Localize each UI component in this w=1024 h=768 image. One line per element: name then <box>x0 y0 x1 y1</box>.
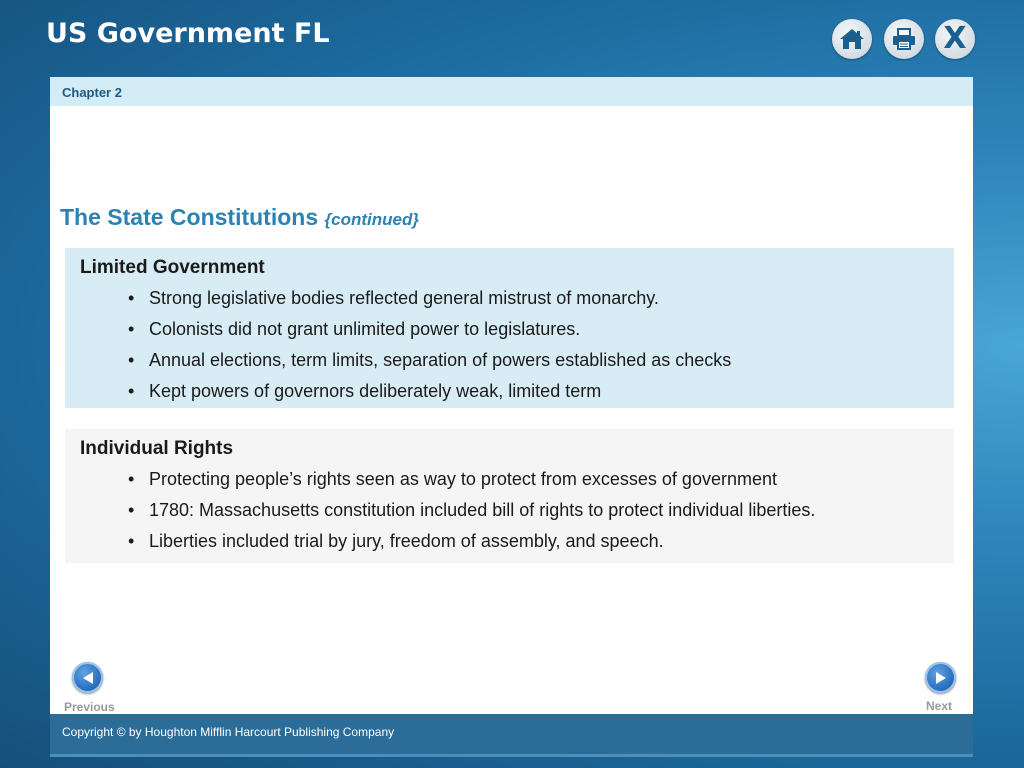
chapter-bar <box>50 77 973 106</box>
copyright-text: Copyright © by Houghton Mifflin Harcourt Publishing Company <box>62 725 395 739</box>
list-item <box>128 469 815 500</box>
bullet-list <box>128 469 815 562</box>
close-button[interactable] <box>935 19 975 59</box>
app-title: US Government FL <box>46 18 330 49</box>
printer-icon <box>891 27 917 51</box>
bullet-icon: • <box>128 500 135 520</box>
slide-title <box>60 204 419 231</box>
bullet-icon: • <box>128 350 135 370</box>
list-item <box>128 319 731 350</box>
footer-bar <box>50 714 973 757</box>
previous-label[interactable]: Previous <box>64 700 115 714</box>
content-panel <box>50 77 973 714</box>
slide-title-suffix: {continued} <box>324 210 419 229</box>
arrow-left-icon <box>81 671 95 685</box>
list-item <box>128 350 731 381</box>
previous-button[interactable] <box>72 662 103 693</box>
arrow-right-icon <box>934 671 948 685</box>
bullet-list <box>128 288 731 412</box>
bullet-text: Liberties included trial by jury, freedom of assembly, and speech. <box>149 531 664 551</box>
bullet-icon: • <box>128 381 135 401</box>
section-heading: Limited Government <box>80 257 265 278</box>
list-item <box>128 531 815 562</box>
bullet-text: Annual elections, term limits, separation of powers established as checks <box>149 350 732 370</box>
section-limited-government <box>65 248 954 408</box>
bullet-text: 1780: Massachusetts constitution included bill of rights to protect individual liberties. <box>149 500 816 520</box>
bullet-icon: • <box>128 319 135 339</box>
slide-title-text: The State Constitutions <box>60 204 319 230</box>
bullet-icon: • <box>128 531 135 551</box>
next-button[interactable] <box>925 662 956 693</box>
chapter-label: Chapter 2 <box>62 85 122 100</box>
list-item <box>128 381 731 412</box>
bullet-text: Protecting people’s rights seen as way to protect from excesses of government <box>149 469 777 489</box>
home-button[interactable] <box>832 19 872 59</box>
bullet-text: Kept powers of governors deliberately weak, limited term <box>149 381 602 401</box>
next-label[interactable]: Next <box>926 699 953 713</box>
list-item <box>128 288 731 319</box>
bullet-icon: • <box>128 469 135 489</box>
bullet-icon: • <box>128 288 135 308</box>
bullet-text: Colonists did not grant unlimited power to legislatures. <box>149 319 581 339</box>
section-heading: Individual Rights <box>80 438 234 459</box>
list-item <box>128 500 815 531</box>
close-icon: X <box>943 21 967 56</box>
section-individual-rights <box>65 429 954 563</box>
bullet-text: Strong legislative bodies reflected general mistrust of monarchy. <box>149 288 659 308</box>
home-icon <box>839 27 865 51</box>
print-button[interactable] <box>884 19 924 59</box>
